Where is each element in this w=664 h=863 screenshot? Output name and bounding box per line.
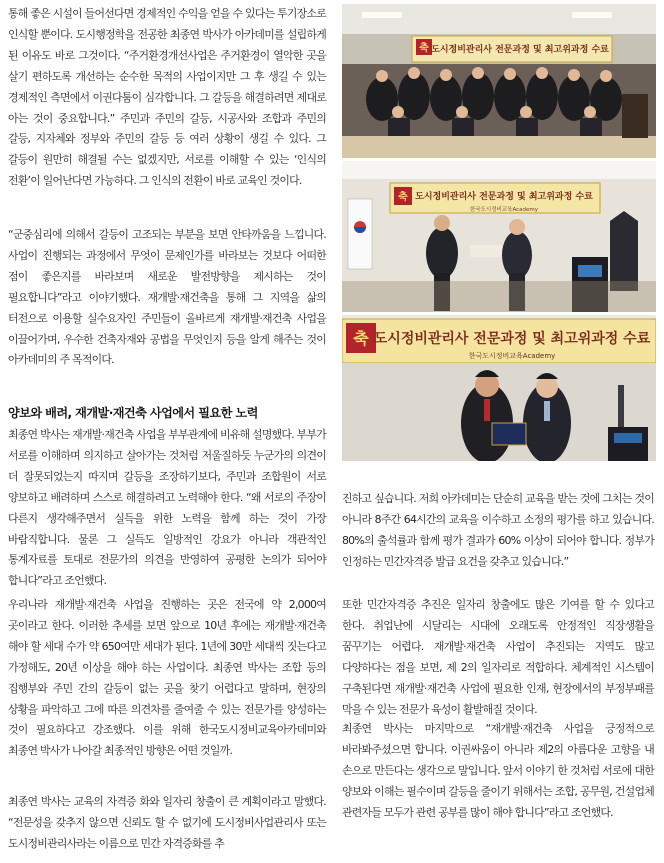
banner-sub-2: 한국도시정비교육Academy [469, 207, 539, 213]
right-paragraph-3: 최종연 박사는 마지막으로 “재개발·재건축 사업을 긍정적으로 바라봐주셨으면 합니다. 이권싸움이 아니라 제2의 아름다운 고향을 내 손으로 만든다는 생각으로 말입니다. 앞서 이야기 한 것처럼 서로에 대한 양보와 이해는 필수이며 갈등을 줄이기 위해서는 조합, 공무원, 건설업체 관련자들 모두가 관련 공부를 많이 해야 합니다”라고 조언했다. [342, 722, 654, 819]
left-paragraph-1: 통해 좋은 시설이 들어선다면 경제적인 수익을 얻을 수 있다는 투기장소로 인식할 뿐이다. 도시행정학을 전공한 최종연 박사가 아카데미를 설립하게 된 이유도 바로 그것이다. “주거환경개선사업은 주거환경이 열악한 곳을 살기 편하도록 개선하는 순수한 목적의 사업이지만 그 후 생길 수 있는 경제적인 측면에서 이권다툼이 심각합니다. 그 갈등을 해결하려면 제대로 아는 것이 중요합니다.” 주민과 주민의 갈등, 시공사와 조합과 주민의 갈등, 지자체와 정부와 주민의 갈등 등 여러 상황이 생길 수 있다. 그 갈등이 원만히 해결될 수는 없겠지만, 서로를 이해할 수 있는 ‘인식의 전환’이 일어난다면 가능하다. 그 인식의 전환이 바로 교육인 것이다. [8, 7, 326, 188]
left-paragraph-2: “군중심리에 의해서 갈등이 고조되는 부분을 보면 안타까움을 느낍니다. 사업이 진행되는 과정에서 무엇이 문제인가를 바라보는 것보다 어떠한 점이 좋은지를 바라보며 새로운 발전방향을 제시하는 것이 필요합니다”라고 이야기했다. 재개발·재건축을 통해 그 지역을 삶의 터전으로 이용할 실수요자인 주민들이 올바르게 재개발·재건축 사업을 이끌어가며, 우수한 건축자재와 공법을 무엇인지 등을 알게 해주는 것이 아카데미의 주 목적이다. [8, 228, 326, 367]
right-paragraph-1: 진하고 싶습니다. 저희 아카데미는 단순히 교육을 받는 것에 그치는 것이 아니라 8주간 64시간의 교육을 이수하고 소정의 평가를 하고 있습니다. 80%의 출석률과 함께 평가 결과가 60% 이상이 되어야 합니다. 정부가 인정하는 민간자격증 발급 요건을 갖추고 있습니다.” [342, 492, 654, 568]
left-paragraph-4: 우리나라 재개발·재건축 사업을 진행하는 곳은 전국에 약 2,000여 곳이라고 한다. 이러한 추세를 보면 앞으로 10년 후에는 재개발·재건축 해야 할 세대 수가 약 650여만 세대가 된다. 1년에 30만 세대씩 짓는다고 가정해도, 20년 이상을 해야 하는 사업이다. 최종연 박사는 조합 등의 집행부와 주민 간의 갈등이 없는 곳을 찾기 어렵다고 말하며, 현장의 상황을 파악하고 그에 따른 의견차를 줄여줄 수 있는 전문가를 양성하는 것이 필요하다고 강조했다. 이를 위해 한국도시정비교육아카데미와 최종연 박사가 나아갈 최종적인 방향은 어떤 것일까. [8, 598, 326, 758]
right-paragraph-2: 또한 민간자격증 추진은 일자리 창출에도 많은 기여를 할 수 있다고 한다. 취업난에 시달리는 시대에 오래도록 안정적인 직장생활을 꿈꾸기는 어렵다. 재개발·재건축 사업이 추진되는 지역도 많고 다양하다는 점을 보면, 제 2의 일자리로 적합하다. 체계적인 시스템이 구축된다면 재개발·재건축 사업에 필요한 인재, 현장에서의 부정부패를 막을 수 있는 전문가 육성이 활발해질 것이다. [342, 598, 654, 716]
banner-sub-3: 한국도시정비교육Academy [468, 352, 556, 360]
banner-title-3: 도시정비관리사 전문과정 및 최고위과정 수료 [373, 331, 651, 347]
banner-mark-1: 축 [419, 43, 429, 54]
group-photo [342, 4, 656, 158]
graduates-photo [342, 315, 656, 461]
banner-mark-3: 축 [353, 329, 369, 348]
banner-mark-2: 축 [398, 192, 408, 203]
left-paragraph-5: 최종연 박사는 교육의 자격증 화와 일자리 창출이 큰 계획이라고 말했다. “전문성을 갖추지 않으면 신뢰도 할 수 없기에 도시정비사업관리사 또는 도시정비관리사라는 이름으로 민간 자격증화를 추 [8, 795, 326, 850]
section-heading: 양보와 배려, 재개발·재건축 사업에서 필요한 노력 [8, 406, 258, 420]
banner-title-1: 도시정비관리사 전문과정 및 최고위과정 수료 [431, 45, 609, 55]
banner-title-2: 도시정비관리사 전문과정 및 최고위과정 수료 [415, 192, 593, 202]
certificate-ceremony-photo [342, 161, 656, 312]
left-paragraph-3: 최종연 박사는 재개발·재건축 사업을 부부관계에 비유해 설명했다. 부부가 서로를 이해하며 의지하고 살아가는 것처럼 저울질하듯 누군가의 의견이 더 잘못되었는지 따지며 갈등을 조장하기보다, 주민과 조합원이 서로 양보하고 배려하며 스스로 해결하려고 노력해야 한다. “왜 서로의 주장이 다른지 생각해주면서 실득을 위한 노력을 함께 하는 것이 가장 바람직합니다. 물론 그 실득도 일방적인 강요가 아니라 객관적인 통계자료를 토대로 전문가의 의견을 반영하여 공평한 논의가 되어야 합니다”라고 조언했다. [8, 428, 326, 588]
